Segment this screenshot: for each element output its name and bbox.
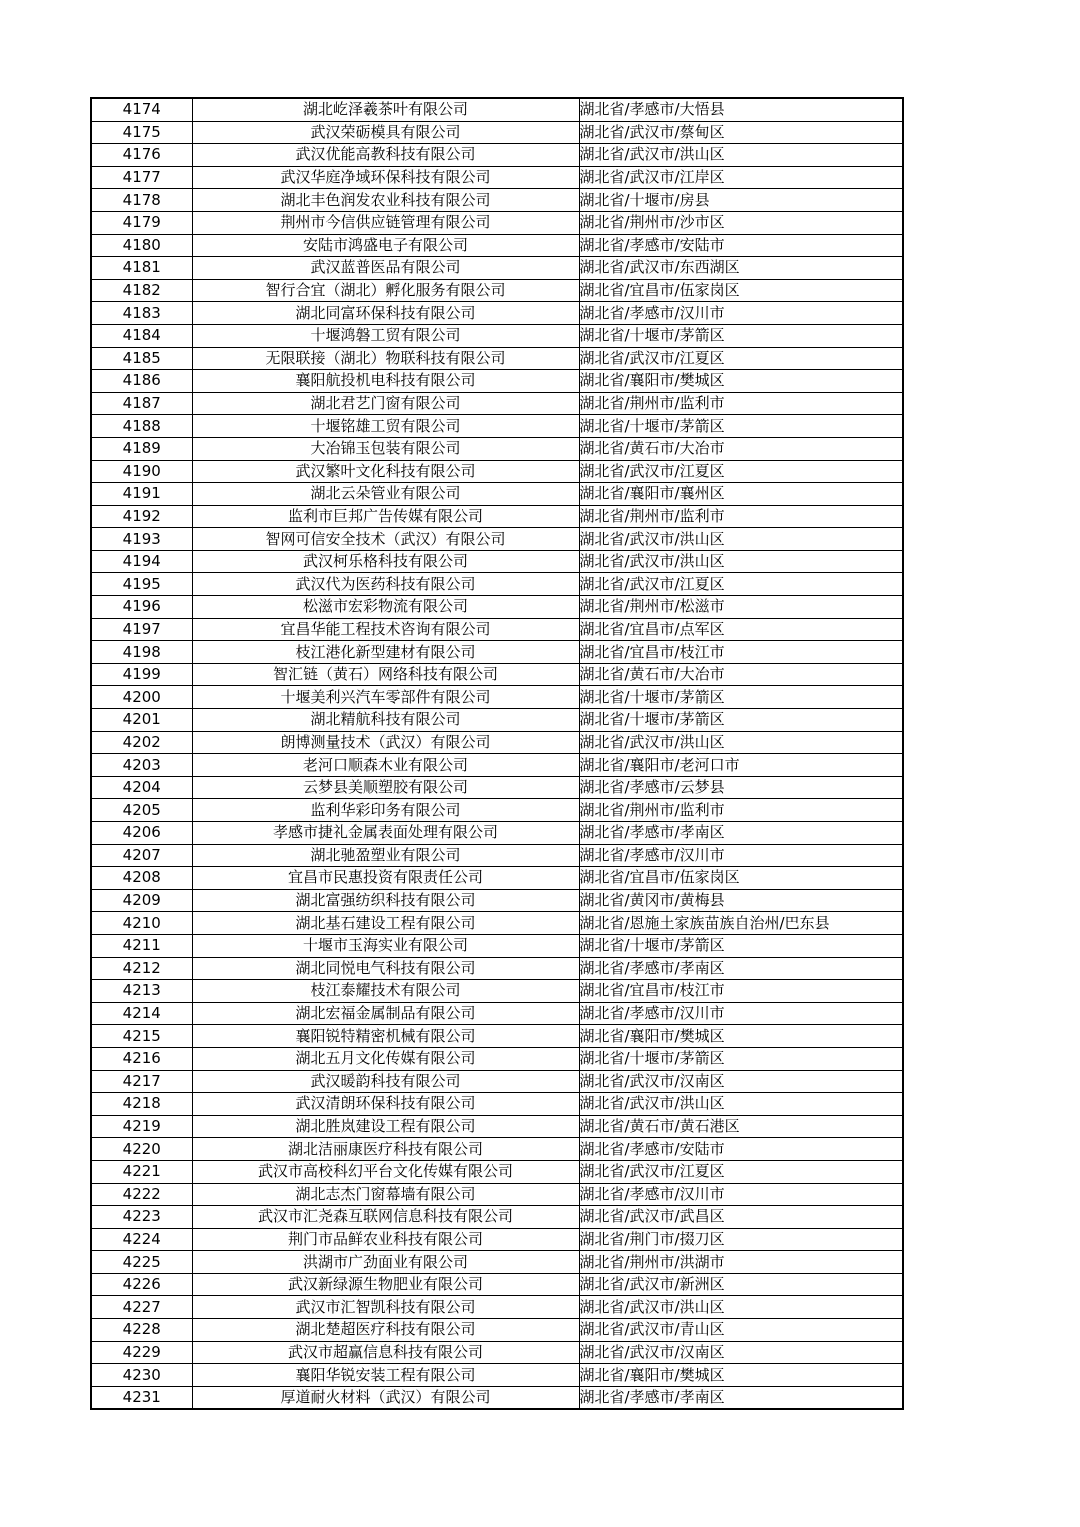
table-row: [91, 1296, 903, 1319]
row-number-cell: 4229: [91, 1341, 192, 1364]
table-row: [91, 1364, 903, 1387]
row-number-cell: 4222: [91, 1183, 192, 1206]
region-cell: 湖北省/武汉市/洪山区: [579, 528, 903, 551]
table-row: [91, 618, 903, 641]
region-cell: 湖北省/武汉市/洪山区: [579, 1093, 903, 1116]
table-row: [91, 754, 903, 777]
table-row: [91, 324, 903, 347]
table-row: [91, 1138, 903, 1161]
table-row: [91, 1341, 903, 1364]
company-name-cell: 湖北驰盈塑业有限公司: [192, 844, 579, 867]
row-number-cell: 4179: [91, 211, 192, 234]
table-row: [91, 1206, 903, 1229]
row-number-cell: 4196: [91, 596, 192, 619]
row-number-cell: 4213: [91, 980, 192, 1003]
region-cell: 湖北省/宜昌市/伍家岗区: [579, 279, 903, 302]
company-name-cell: 襄阳华锐安装工程有限公司: [192, 1364, 579, 1387]
table-row: [91, 550, 903, 573]
table-row: [91, 867, 903, 890]
company-name-cell: 安陆市鸿盛电子有限公司: [192, 234, 579, 257]
row-number-cell: 4181: [91, 257, 192, 280]
region-cell: 湖北省/十堰市/茅箭区: [579, 324, 903, 347]
region-cell: 湖北省/武汉市/新洲区: [579, 1273, 903, 1296]
region-cell: 湖北省/孝感市/孝南区: [579, 822, 903, 845]
region-cell: 湖北省/襄阳市/襄州区: [579, 483, 903, 506]
region-cell: 湖北省/武汉市/江夏区: [579, 573, 903, 596]
row-number-cell: 4227: [91, 1296, 192, 1319]
row-number-cell: 4230: [91, 1364, 192, 1387]
region-cell: 湖北省/十堰市/房县: [579, 189, 903, 212]
region-cell: 湖北省/恩施土家族苗族自治州/巴东县: [579, 912, 903, 935]
company-name-cell: 湖北胜岚建设工程有限公司: [192, 1115, 579, 1138]
company-name-cell: 云梦县美顺塑胶有限公司: [192, 776, 579, 799]
region-cell: 湖北省/襄阳市/樊城区: [579, 370, 903, 393]
table-row: [91, 1228, 903, 1251]
table-row: [91, 731, 903, 754]
region-cell: 湖北省/武汉市/汉南区: [579, 1341, 903, 1364]
region-cell: 湖北省/武汉市/东西湖区: [579, 257, 903, 280]
company-name-cell: 智行合宜（湖北）孵化服务有限公司: [192, 279, 579, 302]
company-name-cell: 大冶锦玉包装有限公司: [192, 437, 579, 460]
region-cell: 湖北省/孝感市/云梦县: [579, 776, 903, 799]
table-row: [91, 1183, 903, 1206]
company-name-cell: 湖北洁丽康医疗科技有限公司: [192, 1138, 579, 1161]
row-number-cell: 4209: [91, 889, 192, 912]
row-number-cell: 4178: [91, 189, 192, 212]
company-name-cell: 湖北五月文化传媒有限公司: [192, 1047, 579, 1070]
row-number-cell: 4188: [91, 415, 192, 438]
region-cell: 湖北省/襄阳市/老河口市: [579, 754, 903, 777]
region-cell: 湖北省/荆州市/洪湖市: [579, 1251, 903, 1274]
region-cell: 湖北省/孝感市/大悟县: [579, 98, 903, 121]
company-name-cell: 枝江泰耀技术有限公司: [192, 980, 579, 1003]
company-name-cell: 湖北君艺门窗有限公司: [192, 392, 579, 415]
company-name-cell: 荆门市品鲜农业科技有限公司: [192, 1228, 579, 1251]
region-cell: 湖北省/武汉市/汉南区: [579, 1070, 903, 1093]
table-row: [91, 437, 903, 460]
row-number-cell: 4214: [91, 1002, 192, 1025]
table-row: [91, 279, 903, 302]
region-cell: 湖北省/孝感市/安陆市: [579, 234, 903, 257]
company-name-cell: 智网可信安全技术（武汉）有限公司: [192, 528, 579, 551]
region-cell: 湖北省/十堰市/茅箭区: [579, 1047, 903, 1070]
company-table: [90, 97, 904, 1410]
table-row: [91, 257, 903, 280]
company-name-cell: 武汉代为医药科技有限公司: [192, 573, 579, 596]
region-cell: 湖北省/黄石市/黄石港区: [579, 1115, 903, 1138]
table-row: [91, 189, 903, 212]
row-number-cell: 4200: [91, 686, 192, 709]
company-name-cell: 湖北志杰门窗幕墙有限公司: [192, 1183, 579, 1206]
table-row: [91, 415, 903, 438]
row-number-cell: 4221: [91, 1160, 192, 1183]
row-number-cell: 4192: [91, 505, 192, 528]
company-name-cell: 武汉柯乐格科技有限公司: [192, 550, 579, 573]
row-number-cell: 4174: [91, 98, 192, 121]
region-cell: 湖北省/十堰市/茅箭区: [579, 934, 903, 957]
table-row: [91, 1047, 903, 1070]
region-cell: 湖北省/宜昌市/枝江市: [579, 641, 903, 664]
company-name-cell: 洪湖市广劲面业有限公司: [192, 1251, 579, 1274]
region-cell: 湖北省/武汉市/蔡甸区: [579, 121, 903, 144]
row-number-cell: 4219: [91, 1115, 192, 1138]
row-number-cell: 4194: [91, 550, 192, 573]
table-row: [91, 121, 903, 144]
region-cell: 湖北省/孝感市/汉川市: [579, 1002, 903, 1025]
table-row: [91, 641, 903, 664]
company-name-cell: 襄阳航投机电科技有限公司: [192, 370, 579, 393]
table-row: [91, 573, 903, 596]
company-name-cell: 武汉华庭净域环保科技有限公司: [192, 166, 579, 189]
company-name-cell: 十堰市玉海实业有限公司: [192, 934, 579, 957]
company-name-cell: 十堰美利兴汽车零部件有限公司: [192, 686, 579, 709]
table-row: [91, 370, 903, 393]
row-number-cell: 4190: [91, 460, 192, 483]
region-cell: 湖北省/宜昌市/点军区: [579, 618, 903, 641]
row-number-cell: 4177: [91, 166, 192, 189]
company-name-cell: 宜昌华能工程技术咨询有限公司: [192, 618, 579, 641]
table-row: [91, 844, 903, 867]
table-row: [91, 302, 903, 325]
row-number-cell: 4218: [91, 1093, 192, 1116]
row-number-cell: 4186: [91, 370, 192, 393]
table-row: [91, 234, 903, 257]
row-number-cell: 4197: [91, 618, 192, 641]
table-row: [91, 663, 903, 686]
company-name-cell: 湖北同富环保科技有限公司: [192, 302, 579, 325]
company-name-cell: 湖北楚超医疗科技有限公司: [192, 1319, 579, 1342]
row-number-cell: 4225: [91, 1251, 192, 1274]
row-number-cell: 4189: [91, 437, 192, 460]
table-row: [91, 1273, 903, 1296]
table-row: [91, 709, 903, 732]
table-row: [91, 596, 903, 619]
table-row: [91, 822, 903, 845]
region-cell: 湖北省/襄阳市/樊城区: [579, 1025, 903, 1048]
table-row: [91, 799, 903, 822]
table-row: [91, 980, 903, 1003]
region-cell: 湖北省/武汉市/江夏区: [579, 1160, 903, 1183]
region-cell: 湖北省/十堰市/茅箭区: [579, 415, 903, 438]
region-cell: 湖北省/荆门市/掇刀区: [579, 1228, 903, 1251]
row-number-cell: 4184: [91, 324, 192, 347]
row-number-cell: 4180: [91, 234, 192, 257]
table-row: [91, 1251, 903, 1274]
company-name-cell: 武汉新绿源生物肥业有限公司: [192, 1273, 579, 1296]
company-name-cell: 监利市巨邦广告传媒有限公司: [192, 505, 579, 528]
region-cell: 湖北省/荆州市/松滋市: [579, 596, 903, 619]
region-cell: 湖北省/孝感市/汉川市: [579, 844, 903, 867]
region-cell: 湖北省/十堰市/茅箭区: [579, 709, 903, 732]
table-row: [91, 211, 903, 234]
row-number-cell: 4204: [91, 776, 192, 799]
region-cell: 湖北省/襄阳市/樊城区: [579, 1364, 903, 1387]
table-body: [91, 98, 903, 1409]
company-name-cell: 武汉市汇尧森互联网信息科技有限公司: [192, 1206, 579, 1229]
row-number-cell: 4223: [91, 1206, 192, 1229]
company-name-cell: 湖北云朵管业有限公司: [192, 483, 579, 506]
region-cell: 湖北省/武汉市/江岸区: [579, 166, 903, 189]
region-cell: 湖北省/孝感市/孝南区: [579, 1386, 903, 1409]
region-cell: 湖北省/黄石市/大冶市: [579, 663, 903, 686]
company-name-cell: 武汉荣砺模具有限公司: [192, 121, 579, 144]
company-name-cell: 湖北同悦电气科技有限公司: [192, 957, 579, 980]
row-number-cell: 4182: [91, 279, 192, 302]
company-name-cell: 湖北富强纺织科技有限公司: [192, 889, 579, 912]
company-name-cell: 武汉市汇智凯科技有限公司: [192, 1296, 579, 1319]
table-row: [91, 1115, 903, 1138]
row-number-cell: 4201: [91, 709, 192, 732]
table-row: [91, 144, 903, 167]
region-cell: 湖北省/武汉市/洪山区: [579, 731, 903, 754]
row-number-cell: 4211: [91, 934, 192, 957]
region-cell: 湖北省/黄冈市/黄梅县: [579, 889, 903, 912]
company-name-cell: 荆州市今信供应链管理有限公司: [192, 211, 579, 234]
company-name-cell: 宜昌市民惠投资有限责任公司: [192, 867, 579, 890]
region-cell: 湖北省/武汉市/江夏区: [579, 347, 903, 370]
table-row: [91, 166, 903, 189]
row-number-cell: 4175: [91, 121, 192, 144]
table-row: [91, 934, 903, 957]
region-cell: 湖北省/荆州市/监利市: [579, 392, 903, 415]
region-cell: 湖北省/宜昌市/伍家岗区: [579, 867, 903, 890]
row-number-cell: 4216: [91, 1047, 192, 1070]
row-number-cell: 4195: [91, 573, 192, 596]
company-name-cell: 武汉市超赢信息科技有限公司: [192, 1341, 579, 1364]
company-name-cell: 武汉优能高教科技有限公司: [192, 144, 579, 167]
region-cell: 湖北省/孝感市/汉川市: [579, 1183, 903, 1206]
region-cell: 湖北省/武汉市/洪山区: [579, 144, 903, 167]
table-row: [91, 528, 903, 551]
table-row: [91, 483, 903, 506]
row-number-cell: 4212: [91, 957, 192, 980]
company-name-cell: 襄阳锐特精密机械有限公司: [192, 1025, 579, 1048]
region-cell: 湖北省/武汉市/青山区: [579, 1319, 903, 1342]
row-number-cell: 4199: [91, 663, 192, 686]
region-cell: 湖北省/宜昌市/枝江市: [579, 980, 903, 1003]
row-number-cell: 4210: [91, 912, 192, 935]
row-number-cell: 4206: [91, 822, 192, 845]
company-name-cell: 十堰铭雄工贸有限公司: [192, 415, 579, 438]
row-number-cell: 4191: [91, 483, 192, 506]
region-cell: 湖北省/荆州市/监利市: [579, 505, 903, 528]
company-name-cell: 枝江港化新型建材有限公司: [192, 641, 579, 664]
row-number-cell: 4183: [91, 302, 192, 325]
row-number-cell: 4198: [91, 641, 192, 664]
table-row: [91, 912, 903, 935]
region-cell: 湖北省/武汉市/洪山区: [579, 1296, 903, 1319]
table-row: [91, 686, 903, 709]
row-number-cell: 4226: [91, 1273, 192, 1296]
company-name-cell: 武汉蓝普医品有限公司: [192, 257, 579, 280]
company-name-cell: 湖北屹泽羲茶叶有限公司: [192, 98, 579, 121]
table-row: [91, 460, 903, 483]
region-cell: 湖北省/荆州市/监利市: [579, 799, 903, 822]
region-cell: 湖北省/荆州市/沙市区: [579, 211, 903, 234]
company-name-cell: 武汉繁叶文化科技有限公司: [192, 460, 579, 483]
table-row: [91, 957, 903, 980]
table-row: [91, 1070, 903, 1093]
table-row: [91, 1319, 903, 1342]
company-name-cell: 无限联接（湖北）物联科技有限公司: [192, 347, 579, 370]
row-number-cell: 4231: [91, 1386, 192, 1409]
region-cell: 湖北省/黄石市/大冶市: [579, 437, 903, 460]
region-cell: 湖北省/孝感市/安陆市: [579, 1138, 903, 1161]
table-row: [91, 1025, 903, 1048]
table-row: [91, 392, 903, 415]
region-cell: 湖北省/武汉市/洪山区: [579, 550, 903, 573]
row-number-cell: 4176: [91, 144, 192, 167]
table-row: [91, 1093, 903, 1116]
row-number-cell: 4202: [91, 731, 192, 754]
company-name-cell: 老河口顺森木业有限公司: [192, 754, 579, 777]
company-name-cell: 湖北基石建设工程有限公司: [192, 912, 579, 935]
company-name-cell: 武汉清朗环保科技有限公司: [192, 1093, 579, 1116]
company-name-cell: 武汉市高校科幻平台文化传媒有限公司: [192, 1160, 579, 1183]
row-number-cell: 4224: [91, 1228, 192, 1251]
table-row: [91, 1386, 903, 1409]
row-number-cell: 4217: [91, 1070, 192, 1093]
table-row: [91, 889, 903, 912]
table-row: [91, 505, 903, 528]
company-name-cell: 孝感市捷礼金属表面处理有限公司: [192, 822, 579, 845]
company-name-cell: 松滋市宏彩物流有限公司: [192, 596, 579, 619]
company-name-cell: 厚道耐火材料（武汉）有限公司: [192, 1386, 579, 1409]
row-number-cell: 4205: [91, 799, 192, 822]
row-number-cell: 4207: [91, 844, 192, 867]
row-number-cell: 4203: [91, 754, 192, 777]
company-name-cell: 武汉暖韵科技有限公司: [192, 1070, 579, 1093]
row-number-cell: 4208: [91, 867, 192, 890]
table-row: [91, 347, 903, 370]
company-name-cell: 湖北丰色润发农业科技有限公司: [192, 189, 579, 212]
row-number-cell: 4228: [91, 1319, 192, 1342]
region-cell: 湖北省/十堰市/茅箭区: [579, 686, 903, 709]
region-cell: 湖北省/武汉市/江夏区: [579, 460, 903, 483]
company-name-cell: 监利华彩印务有限公司: [192, 799, 579, 822]
row-number-cell: 4193: [91, 528, 192, 551]
company-name-cell: 智汇链（黄石）网络科技有限公司: [192, 663, 579, 686]
table-row: [91, 776, 903, 799]
table-row: [91, 1160, 903, 1183]
company-name-cell: 朗博测量技术（武汉）有限公司: [192, 731, 579, 754]
table-row: [91, 98, 903, 121]
table-row: [91, 1002, 903, 1025]
company-name-cell: 十堰鸿磐工贸有限公司: [192, 324, 579, 347]
row-number-cell: 4215: [91, 1025, 192, 1048]
company-name-cell: 湖北宏福金属制品有限公司: [192, 1002, 579, 1025]
company-name-cell: 湖北精航科技有限公司: [192, 709, 579, 732]
row-number-cell: 4220: [91, 1138, 192, 1161]
region-cell: 湖北省/孝感市/汉川市: [579, 302, 903, 325]
region-cell: 湖北省/孝感市/孝南区: [579, 957, 903, 980]
row-number-cell: 4187: [91, 392, 192, 415]
row-number-cell: 4185: [91, 347, 192, 370]
region-cell: 湖北省/武汉市/武昌区: [579, 1206, 903, 1229]
